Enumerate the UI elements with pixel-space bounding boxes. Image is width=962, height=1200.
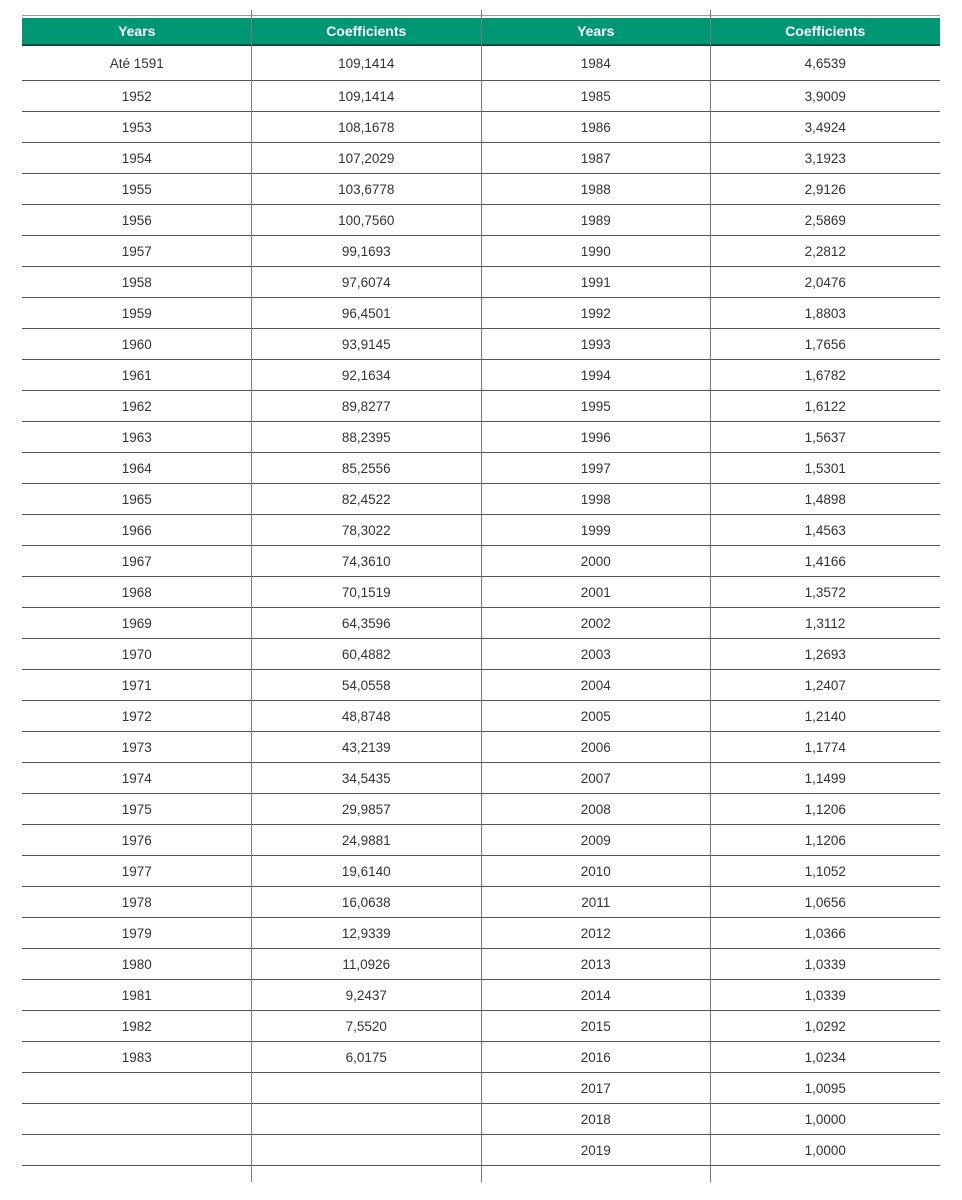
cell-year-right: 2011: [481, 887, 711, 918]
cell-coefficient-right: 1,3112: [711, 608, 941, 639]
cell-year-left: 1956: [22, 205, 252, 236]
cell-coefficient-left: 34,5435: [252, 763, 482, 794]
cell-year-left: 1982: [22, 1011, 252, 1042]
cell-coefficient-left: 109,1414: [252, 45, 482, 81]
cell-year-right: 2010: [481, 856, 711, 887]
cell-coefficient-left: 74,3610: [252, 546, 482, 577]
cell-coefficient-left: [252, 1073, 482, 1104]
cell-coefficient-left: 54,0558: [252, 670, 482, 701]
cell-coefficient-left: 108,1678: [252, 112, 482, 143]
cell-year-right: 1993: [481, 329, 711, 360]
cell-coefficient-left: 70,1519: [252, 577, 482, 608]
cell-coefficient-right: 1,0000: [711, 1104, 941, 1135]
cell-year-left: [22, 1104, 252, 1135]
cell-coefficient-left: 92,1634: [252, 360, 482, 391]
coefficients-table-container: [22, 10, 940, 1182]
cell-year-left: 1955: [22, 174, 252, 205]
cell-coefficient-left: 107,2029: [252, 143, 482, 174]
cell-year-left: [22, 1135, 252, 1166]
cell-coefficient-left: 48,8748: [252, 701, 482, 732]
cell-coefficient-left: 89,8277: [252, 391, 482, 422]
cell-year-right: 1997: [481, 453, 711, 484]
cell-coefficient-left: 7,5520: [252, 1011, 482, 1042]
cell-coefficient-right: 1,1774: [711, 732, 941, 763]
cell-coefficient-right: 1,1206: [711, 825, 941, 856]
cell-year-left: 1970: [22, 639, 252, 670]
cell-year-right: 1994: [481, 360, 711, 391]
cell-year-left: [22, 1073, 252, 1104]
cell-year-right: 1995: [481, 391, 711, 422]
cell-year-right: 1998: [481, 484, 711, 515]
cell-year-left: 1974: [22, 763, 252, 794]
cell-year-left: 1958: [22, 267, 252, 298]
cell-year-left: 1967: [22, 546, 252, 577]
cell-year-right: 2019: [481, 1135, 711, 1166]
cell-year-right: 2005: [481, 701, 711, 732]
cell-year-left: 1961: [22, 360, 252, 391]
cell-coefficient-right: 1,2693: [711, 639, 941, 670]
cell-year-right: 2015: [481, 1011, 711, 1042]
cell-year-right: 1986: [481, 112, 711, 143]
cell-year-right: 2001: [481, 577, 711, 608]
cell-year-right: 2004: [481, 670, 711, 701]
cell-coefficient-right: 1,3572: [711, 577, 941, 608]
cell-coefficient-right: 1,6122: [711, 391, 941, 422]
cell-year-left: 1953: [22, 112, 252, 143]
cell-year-left: 1973: [22, 732, 252, 763]
cell-coefficient-left: 100,7560: [252, 205, 482, 236]
column-divider: [710, 10, 711, 1182]
cell-coefficient-left: 85,2556: [252, 453, 482, 484]
cell-coefficient-left: 88,2395: [252, 422, 482, 453]
cell-coefficient-right: 1,8803: [711, 298, 941, 329]
cell-coefficient-left: 78,3022: [252, 515, 482, 546]
cell-coefficient-left: 60,4882: [252, 639, 482, 670]
cell-coefficient-right: 1,4898: [711, 484, 941, 515]
cell-coefficient-left: 9,2437: [252, 980, 482, 1011]
cell-year-right: 1991: [481, 267, 711, 298]
cell-coefficient-left: 97,6074: [252, 267, 482, 298]
header-coefficients-left: Coefficients: [252, 18, 482, 45]
cell-year-right: 2000: [481, 546, 711, 577]
cell-year-right: 2007: [481, 763, 711, 794]
cell-coefficient-right: 3,9009: [711, 81, 941, 112]
cell-year-left: 1962: [22, 391, 252, 422]
cell-year-right: 1984: [481, 45, 711, 81]
cell-coefficient-right: 1,1206: [711, 794, 941, 825]
cell-coefficient-right: 1,0095: [711, 1073, 941, 1104]
cell-coefficient-right: 1,4563: [711, 515, 941, 546]
cell-year-left: 1952: [22, 81, 252, 112]
cell-year-left: 1983: [22, 1042, 252, 1073]
cell-coefficient-right: 1,0000: [711, 1135, 941, 1166]
cell-coefficient-right: 1,1052: [711, 856, 941, 887]
cell-coefficient-right: 1,0656: [711, 887, 941, 918]
cell-year-left: 1964: [22, 453, 252, 484]
cell-coefficient-left: 11,0926: [252, 949, 482, 980]
cell-year-right: 1999: [481, 515, 711, 546]
cell-coefficient-left: 19,6140: [252, 856, 482, 887]
cell-coefficient-right: 1,0366: [711, 918, 941, 949]
cell-year-right: 2008: [481, 794, 711, 825]
cell-year-left: 1954: [22, 143, 252, 174]
cell-coefficient-right: 2,0476: [711, 267, 941, 298]
cell-coefficient-right: 1,0339: [711, 980, 941, 1011]
cell-year-right: 2012: [481, 918, 711, 949]
cell-coefficient-right: 1,5301: [711, 453, 941, 484]
cell-year-left: 1975: [22, 794, 252, 825]
cell-year-left: 1977: [22, 856, 252, 887]
cell-year-right: 1992: [481, 298, 711, 329]
cell-coefficient-right: 2,5869: [711, 205, 941, 236]
cell-year-left: Até 1591: [22, 45, 252, 81]
cell-coefficient-left: 93,9145: [252, 329, 482, 360]
cell-year-left: 1979: [22, 918, 252, 949]
cell-year-right: 2014: [481, 980, 711, 1011]
cell-coefficient-left: [252, 1135, 482, 1166]
cell-coefficient-left: 64,3596: [252, 608, 482, 639]
cell-coefficient-right: 1,4166: [711, 546, 941, 577]
cell-coefficient-right: 2,2812: [711, 236, 941, 267]
header-coefficients-right: Coefficients: [711, 18, 941, 45]
cell-year-left: 1957: [22, 236, 252, 267]
cell-year-right: 2006: [481, 732, 711, 763]
cell-coefficient-left: 96,4501: [252, 298, 482, 329]
cell-coefficient-right: 2,9126: [711, 174, 941, 205]
cell-year-right: 1990: [481, 236, 711, 267]
cell-year-left: 1972: [22, 701, 252, 732]
cell-coefficient-left: 99,1693: [252, 236, 482, 267]
cell-year-right: 2016: [481, 1042, 711, 1073]
cell-coefficient-left: 43,2139: [252, 732, 482, 763]
cell-coefficient-left: [252, 1104, 482, 1135]
column-divider: [481, 10, 482, 1182]
cell-coefficient-right: 3,4924: [711, 112, 941, 143]
cell-coefficient-left: 24,9881: [252, 825, 482, 856]
cell-year-right: 2018: [481, 1104, 711, 1135]
column-divider: [251, 10, 252, 1182]
cell-coefficient-right: 3,1923: [711, 143, 941, 174]
cell-year-left: 1976: [22, 825, 252, 856]
cell-year-left: 1966: [22, 515, 252, 546]
cell-coefficient-right: 1,0339: [711, 949, 941, 980]
cell-year-left: 1959: [22, 298, 252, 329]
cell-coefficient-left: 12,9339: [252, 918, 482, 949]
cell-coefficient-right: 1,5637: [711, 422, 941, 453]
header-years-left: Years: [22, 18, 252, 45]
cell-year-left: 1978: [22, 887, 252, 918]
cell-year-right: 1996: [481, 422, 711, 453]
cell-coefficient-left: 82,4522: [252, 484, 482, 515]
cell-year-left: 1965: [22, 484, 252, 515]
cell-year-left: 1968: [22, 577, 252, 608]
cell-year-left: 1971: [22, 670, 252, 701]
cell-coefficient-right: 1,1499: [711, 763, 941, 794]
cell-coefficient-right: 1,0234: [711, 1042, 941, 1073]
cell-year-left: 1969: [22, 608, 252, 639]
cell-coefficient-left: 16,0638: [252, 887, 482, 918]
cell-coefficient-left: 103,6778: [252, 174, 482, 205]
cell-year-right: 2002: [481, 608, 711, 639]
cell-year-right: 2003: [481, 639, 711, 670]
cell-year-right: 2017: [481, 1073, 711, 1104]
cell-coefficient-right: 1,6782: [711, 360, 941, 391]
cell-year-right: 1988: [481, 174, 711, 205]
cell-year-right: 1989: [481, 205, 711, 236]
cell-year-right: 2009: [481, 825, 711, 856]
cell-coefficient-left: 29,9857: [252, 794, 482, 825]
cell-year-left: 1960: [22, 329, 252, 360]
header-years-right: Years: [481, 18, 711, 45]
cell-year-left: 1980: [22, 949, 252, 980]
cell-year-left: 1963: [22, 422, 252, 453]
cell-coefficient-right: 4,6539: [711, 45, 941, 81]
cell-coefficient-right: 1,2407: [711, 670, 941, 701]
cell-year-left: 1981: [22, 980, 252, 1011]
cell-coefficient-left: 6,0175: [252, 1042, 482, 1073]
cell-year-right: 2013: [481, 949, 711, 980]
cell-year-right: 1987: [481, 143, 711, 174]
cell-coefficient-right: 1,2140: [711, 701, 941, 732]
cell-coefficient-right: 1,0292: [711, 1011, 941, 1042]
cell-coefficient-right: 1,7656: [711, 329, 941, 360]
cell-coefficient-left: 109,1414: [252, 81, 482, 112]
cell-year-right: 1985: [481, 81, 711, 112]
